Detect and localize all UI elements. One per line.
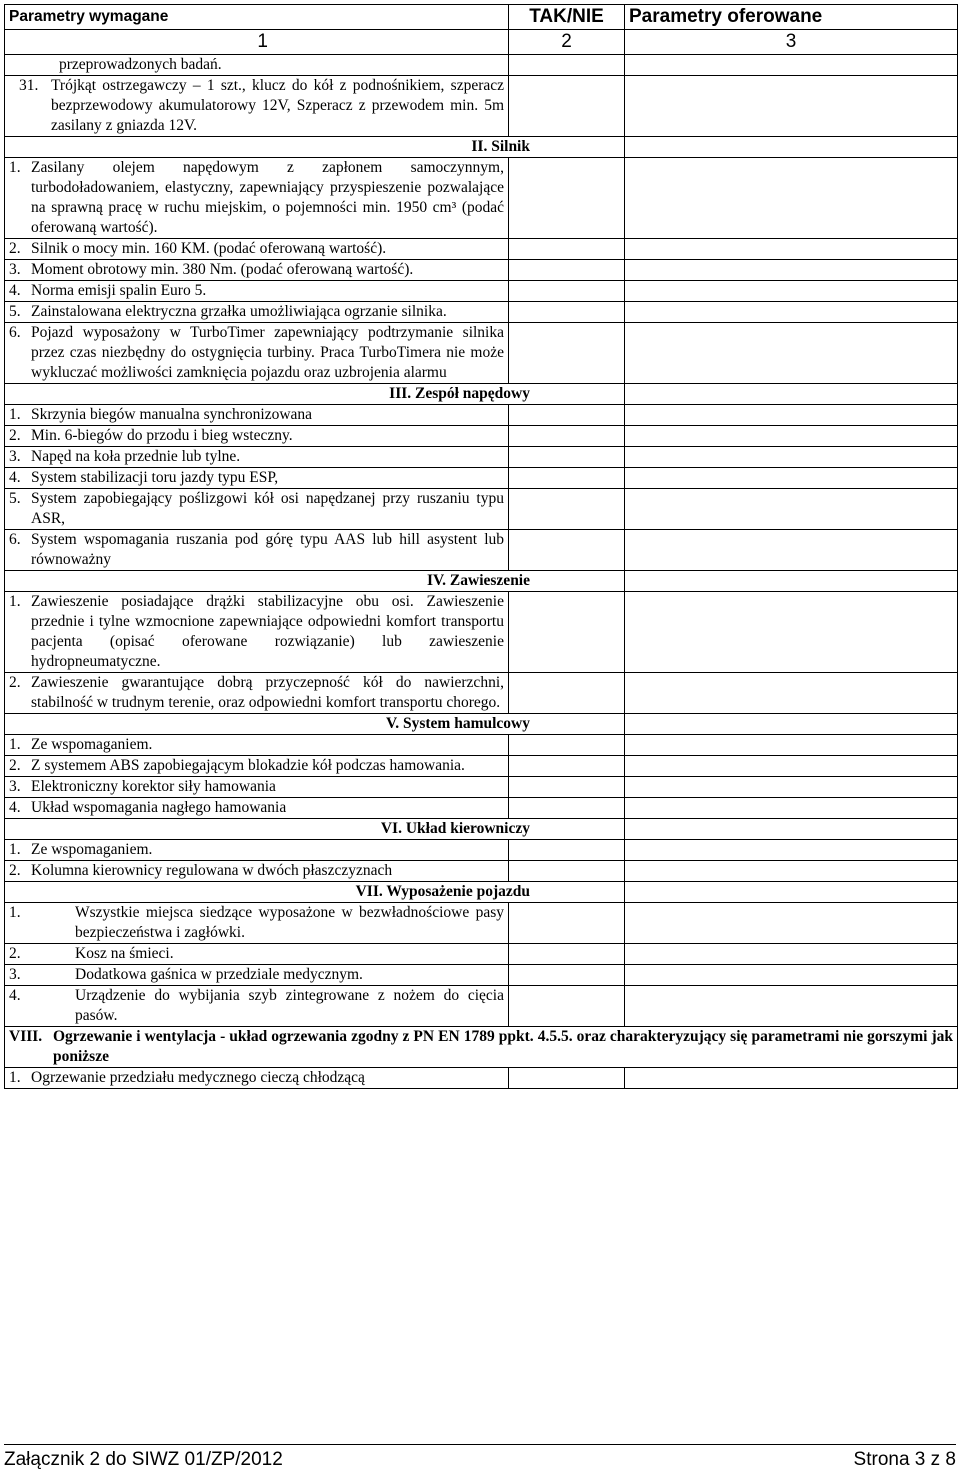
table-row: [5, 1068, 958, 1089]
table-row: [5, 55, 958, 76]
table-row: [5, 903, 958, 944]
item-number: 3.: [9, 966, 21, 983]
item-number: 1.: [9, 841, 21, 858]
offered-cell[interactable]: [625, 840, 958, 861]
item-cell: [5, 965, 509, 986]
item-number: 2.: [9, 862, 21, 879]
tak-nie-cell[interactable]: [509, 468, 625, 489]
item-number: 1.: [9, 159, 21, 176]
item-cell: [5, 530, 509, 571]
item-cell: [5, 426, 509, 447]
table-row: [5, 260, 958, 281]
item-number: 3.: [9, 778, 21, 795]
item-cell: [5, 777, 509, 798]
section-number: VIII.: [9, 1028, 43, 1045]
zawieszenie-items: [5, 592, 958, 714]
col-number-2: 2: [509, 30, 625, 55]
tak-nie-cell[interactable]: [509, 426, 625, 447]
offered-cell[interactable]: [625, 302, 958, 323]
silnik-items: [5, 158, 958, 384]
table-row: [5, 426, 958, 447]
item-text: Zainstalowana elektryczna grzałka umożliwiająca ogrzanie silnika.: [31, 303, 447, 320]
tak-nie-cell[interactable]: [509, 965, 625, 986]
row-item-31: [5, 76, 509, 137]
item-text: Kolumna kierownicy regulowana w dwóch płaszczyznach: [31, 862, 393, 879]
item-number: 1.: [9, 406, 21, 423]
tak-nie-cell[interactable]: [509, 447, 625, 468]
section-title: VII. Wyposażenie pojazdu: [5, 882, 625, 903]
item-cell: [5, 944, 509, 965]
item-cell: [5, 798, 509, 819]
item-number: 1.: [9, 904, 21, 921]
item-cell: [5, 903, 509, 944]
offered-cell[interactable]: [625, 55, 958, 76]
offered-cell[interactable]: [625, 986, 958, 1027]
col-number-3: 3: [625, 30, 958, 55]
item-cell: [5, 239, 509, 260]
table-row: [5, 468, 958, 489]
hamulce-items: [5, 735, 958, 819]
offered-cell[interactable]: [625, 819, 958, 840]
item-cell: [5, 861, 509, 882]
page-footer: [4, 1444, 956, 1471]
offered-cell[interactable]: [625, 323, 958, 384]
offered-cell[interactable]: [625, 571, 958, 592]
item-text: Norma emisji spalin Euro 5.: [31, 282, 207, 299]
item-text: Min. 6-biegów do przodu i bieg wsteczny.: [31, 427, 293, 444]
item-number: 4.: [9, 799, 21, 816]
table-row: [5, 447, 958, 468]
item-text: Urządzenie do wybijania szyb zintegrowane z nożem do cięcia pasów.: [75, 987, 504, 1024]
offered-cell[interactable]: [625, 281, 958, 302]
item-text: Ze wspomaganiem.: [31, 736, 153, 753]
item-text: Trójkąt ostrzegawczy – 1 szt., klucz do kół z podnośnikiem, szperacz bezprzewodowy akumulatorowy 12V, Szperacz z przewodem min. 5m zasilany z gniazda 12V.: [51, 77, 504, 134]
offered-cell[interactable]: [625, 861, 958, 882]
item-cell: [5, 840, 509, 861]
section-row: [5, 384, 958, 405]
table-row: [5, 530, 958, 571]
item-number: 6.: [9, 324, 21, 341]
table-row: [5, 158, 958, 239]
footer-page-number: Strona 3 z 8: [853, 1449, 956, 1470]
item-number: 1.: [9, 736, 21, 753]
naped-items: [5, 405, 958, 571]
offered-cell[interactable]: [625, 137, 958, 158]
section-title: V. System hamulcowy: [5, 714, 625, 735]
item-cell: [5, 281, 509, 302]
col-header-tak-nie: TAK/NIE: [509, 5, 625, 30]
item-number: 2.: [9, 427, 21, 444]
table-row: [5, 281, 958, 302]
offered-cell[interactable]: [625, 530, 958, 571]
offered-cell[interactable]: [625, 76, 958, 137]
offered-cell[interactable]: [625, 777, 958, 798]
item-text: Kosz na śmieci.: [75, 945, 174, 962]
tak-nie-cell[interactable]: [509, 986, 625, 1027]
section-title: IV. Zawieszenie: [5, 571, 625, 592]
kierowniczy-items: [5, 840, 958, 882]
table-row: [5, 673, 958, 714]
item-cell: [5, 1068, 509, 1089]
section-row: [5, 819, 958, 840]
item-number: 3.: [9, 448, 21, 465]
item-text: Pojazd wyposażony w TurboTimer zapewniający podtrzymanie silnika przez czas niezbędny do ostygnięcia turbiny. Praca TurboTimera nie może wykluczać możliwości zamknięcia pojazdu oraz uzbrojenia alarmu: [31, 324, 504, 381]
table-row: [5, 777, 958, 798]
table-row: [5, 944, 958, 965]
tak-nie-cell[interactable]: [509, 756, 625, 777]
tak-nie-cell[interactable]: [509, 260, 625, 281]
item-cell: [5, 447, 509, 468]
item-cell: [5, 302, 509, 323]
item-text: Zawieszenie gwarantujące dobrą przyczepność kół do nawierzchni, stabilność w trudnym terenie, oraz odpowiedni komfort transportu chorego.: [31, 674, 504, 711]
item-text: Moment obrotowy min. 380 Nm. (podać oferowaną wartość).: [31, 261, 414, 278]
offered-cell[interactable]: [625, 903, 958, 944]
item-number: 5.: [9, 490, 21, 507]
table-row: [5, 798, 958, 819]
offered-cell[interactable]: [625, 944, 958, 965]
tak-nie-cell[interactable]: [509, 798, 625, 819]
item-text: Zasilany olejem napędowym z zapłonem samoczynnym, turbodoładowaniem, elastyczny, zapewniający przyspieszenie pozwalające na sprawną pracę w ruchu miejskim, o pojemności min. 1950 cm³ (podać oferowaną wartość).: [31, 159, 504, 236]
table-row: [5, 76, 958, 137]
offered-cell[interactable]: [625, 882, 958, 903]
col-number-1: 1: [5, 30, 509, 55]
offered-cell[interactable]: [625, 1068, 958, 1089]
item-number: 2.: [9, 674, 21, 691]
item-text: Z systemem ABS zapobiegającym blokadzie kół podczas hamowania.: [31, 757, 465, 774]
footer-attachment-label: Załącznik 2 do SIWZ 01/ZP/2012: [4, 1449, 283, 1470]
offered-cell[interactable]: [625, 239, 958, 260]
tak-nie-cell[interactable]: [509, 861, 625, 882]
tak-nie-cell[interactable]: [509, 735, 625, 756]
offered-cell[interactable]: [625, 158, 958, 239]
offered-cell[interactable]: [625, 714, 958, 735]
item-cell: [5, 735, 509, 756]
tak-nie-cell[interactable]: [509, 302, 625, 323]
table-row: [5, 592, 958, 673]
item-text: Dodatkowa gaśnica w przedziale medycznym.: [75, 966, 363, 983]
col-header-offered: Parametry oferowane: [625, 5, 958, 30]
item-cell: [5, 323, 509, 384]
row-text: przeprowadzonych badań.: [5, 55, 509, 76]
item-text: Wszystkie miejsca siedzące wyposażone w bezwładnościowe pasy bezpieczeństwa i zagłówki.: [75, 904, 504, 941]
item-cell: [5, 592, 509, 673]
offered-cell[interactable]: [625, 468, 958, 489]
item-text: Skrzynia biegów manualna synchronizowana: [31, 406, 313, 423]
offered-cell[interactable]: [625, 965, 958, 986]
item-number: 2.: [9, 945, 21, 962]
section-row: [5, 882, 958, 903]
section-text: Ogrzewanie i wentylacja - układ ogrzewania zgodny z PN EN 1789 ppkt. 4.5.5. oraz charakteryzujący się parametrami nie gorszymi jak poniższe: [53, 1028, 953, 1065]
item-cell: [5, 756, 509, 777]
section-row: [5, 571, 958, 592]
item-text: Zawieszenie posiadające drążki stabilizacyjne obu osi. Zawieszenie przednie i tylne wzmocnione zapewniające odpowiedni komfort transportu pacjenta (opisać oferowane rozwiązanie) lub zawieszenie hydropneumatyczne.: [31, 593, 504, 670]
item-text: Ze wspomaganiem.: [31, 841, 153, 858]
item-number: 31.: [19, 77, 39, 94]
item-number: 1.: [9, 1069, 21, 1086]
table-row: [5, 323, 958, 384]
tak-nie-cell[interactable]: [509, 530, 625, 571]
item-cell: [5, 489, 509, 530]
item-number: 4.: [9, 282, 21, 299]
col-header-required: Parametry wymagane: [5, 5, 509, 30]
item-number: 1.: [9, 593, 21, 610]
offered-cell[interactable]: [625, 673, 958, 714]
section-row: [5, 714, 958, 735]
tak-nie-cell[interactable]: [509, 489, 625, 530]
offered-cell[interactable]: [625, 735, 958, 756]
spec-table: [4, 4, 958, 1089]
item-number: 3.: [9, 261, 21, 278]
tak-nie-cell[interactable]: [509, 673, 625, 714]
offered-cell[interactable]: [625, 592, 958, 673]
item-text: Silnik o mocy min. 160 KM. (podać oferowaną wartość).: [31, 240, 387, 257]
item-text: Elektroniczny korektor siły hamowania: [31, 778, 276, 795]
item-number: 5.: [9, 303, 21, 320]
ogrzewanie-items: [5, 1068, 958, 1089]
item-cell: [5, 673, 509, 714]
tak-nie-cell[interactable]: [509, 903, 625, 944]
section-row: [5, 137, 958, 158]
offered-cell[interactable]: [625, 426, 958, 447]
tak-nie-cell[interactable]: [509, 323, 625, 384]
table-row: [5, 405, 958, 426]
table-row: [5, 489, 958, 530]
offered-cell[interactable]: [625, 447, 958, 468]
table-row: [5, 840, 958, 861]
offered-cell[interactable]: [625, 260, 958, 281]
section-title: II. Silnik: [5, 137, 625, 158]
tak-nie-cell[interactable]: [509, 158, 625, 239]
table-row: [5, 965, 958, 986]
item-text: System wspomagania ruszania pod górę typu AAS lub hill asystent lub równoważny: [31, 531, 504, 568]
item-cell: [5, 405, 509, 426]
table-row: [5, 986, 958, 1027]
item-number: 4.: [9, 987, 21, 1004]
tak-nie-cell[interactable]: [509, 840, 625, 861]
tak-nie-cell[interactable]: [509, 944, 625, 965]
tak-nie-cell[interactable]: [509, 76, 625, 137]
item-number: 2.: [9, 757, 21, 774]
header-row: [5, 5, 958, 30]
tak-nie-cell[interactable]: [509, 239, 625, 260]
offered-cell[interactable]: [625, 798, 958, 819]
item-text: Ogrzewanie przedziału medycznego cieczą chłodzącą: [31, 1069, 365, 1086]
tak-nie-cell[interactable]: [509, 592, 625, 673]
item-number: 4.: [9, 469, 21, 486]
item-cell: [5, 260, 509, 281]
tak-nie-cell[interactable]: [509, 55, 625, 76]
section-row-viii: [5, 1027, 958, 1068]
item-text: System stabilizacji toru jazdy typu ESP,: [31, 469, 279, 486]
offered-cell[interactable]: [625, 489, 958, 530]
section-title: VI. Układ kierowniczy: [5, 819, 625, 840]
table-row: [5, 861, 958, 882]
section-title: [5, 1027, 958, 1068]
section-title: III. Zespół napędowy: [5, 384, 625, 405]
table-row: [5, 239, 958, 260]
tak-nie-cell[interactable]: [509, 777, 625, 798]
item-cell: [5, 158, 509, 239]
table-row: [5, 735, 958, 756]
item-number: 6.: [9, 531, 21, 548]
tak-nie-cell[interactable]: [509, 1068, 625, 1089]
offered-cell[interactable]: [625, 756, 958, 777]
tak-nie-cell[interactable]: [509, 405, 625, 426]
table-row: [5, 302, 958, 323]
offered-cell[interactable]: [625, 384, 958, 405]
table-row: [5, 756, 958, 777]
item-number: 2.: [9, 240, 21, 257]
item-text: System zapobiegający poślizgowi kół osi napędzanej przy ruszaniu typu ASR,: [31, 490, 504, 527]
tak-nie-cell[interactable]: [509, 281, 625, 302]
item-text: Układ wspomagania nagłego hamowania: [31, 799, 287, 816]
item-cell: [5, 986, 509, 1027]
offered-cell[interactable]: [625, 405, 958, 426]
wyposazenie-items: [5, 903, 958, 1027]
column-numbers-row: [5, 30, 958, 55]
item-cell: [5, 468, 509, 489]
item-text: Napęd na koła przednie lub tylne.: [31, 448, 241, 465]
